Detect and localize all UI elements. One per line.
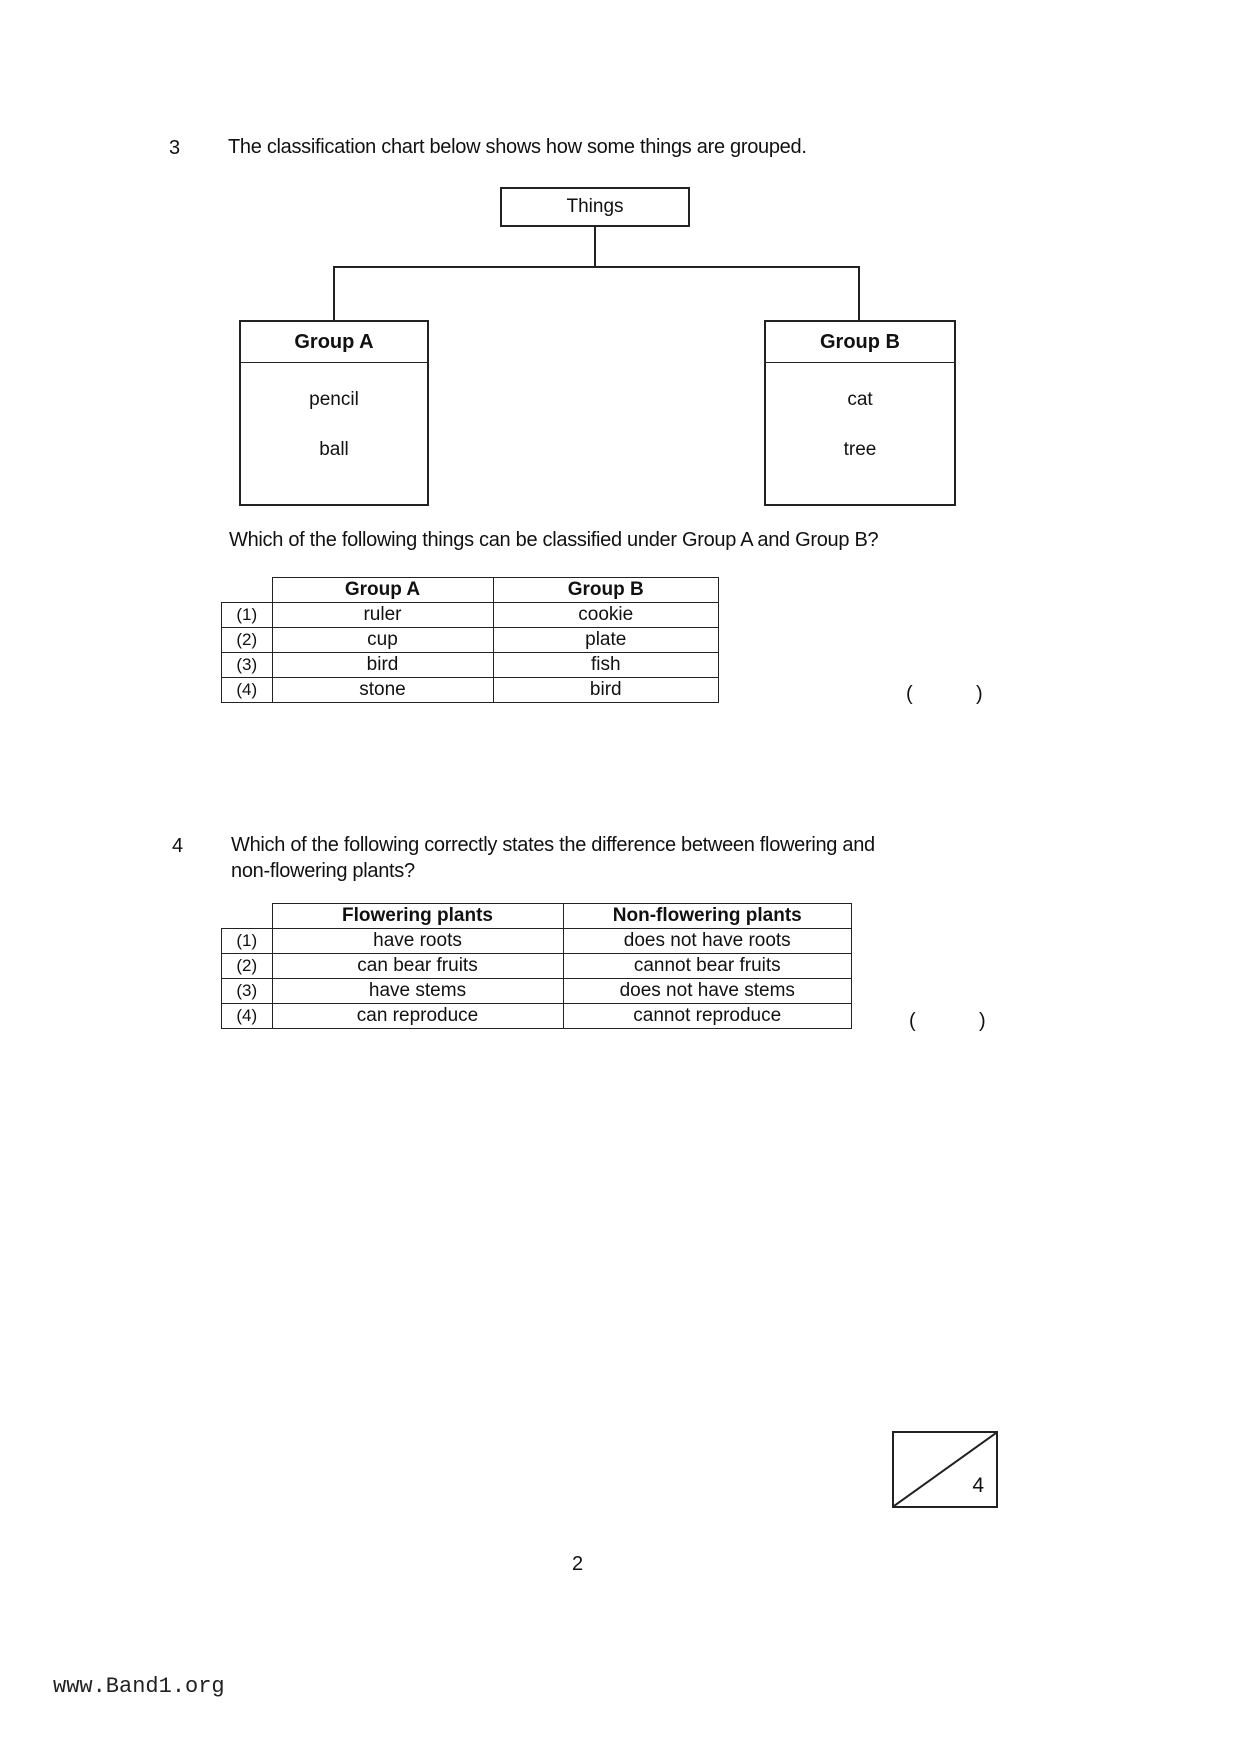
table-row (222, 653, 719, 678)
option-number: (3) (222, 979, 273, 1004)
cell-group-a: cup (272, 628, 493, 653)
table-corner (222, 578, 273, 603)
cell-group-b: cookie (493, 603, 719, 628)
cell-non-flowering: cannot reproduce (563, 1004, 852, 1029)
column-header: Group A (272, 578, 493, 603)
q3-answer-bracket-open: ( (906, 683, 913, 705)
q4-question-line1: Which of the following correctly states the difference between flowering and (231, 834, 875, 856)
q4-number: 4 (172, 835, 184, 857)
option-number: (1) (222, 929, 273, 954)
q4-answer-bracket-open: ( (909, 1010, 916, 1032)
cell-group-b: bird (493, 678, 719, 703)
option-number: (2) (222, 628, 273, 653)
option-number: (1) (222, 603, 273, 628)
q3-intro: The classification chart below shows how some things are grouped. (228, 136, 807, 158)
chart-connector-vertical (594, 227, 596, 267)
q4-answer-bracket-close: ) (979, 1010, 986, 1032)
table-row (222, 628, 719, 653)
cell-flowering: can reproduce (272, 1004, 563, 1029)
group-a-item: pencil (309, 389, 359, 410)
q3-options-table (221, 577, 719, 703)
option-number: (2) (222, 954, 273, 979)
table-header-row (222, 904, 852, 929)
column-header: Flowering plants (272, 904, 563, 929)
cell-group-a: ruler (272, 603, 493, 628)
cell-group-a: stone (272, 678, 493, 703)
marks-box (892, 1431, 998, 1508)
table-row (222, 979, 852, 1004)
page-number: 2 (572, 1553, 584, 1575)
q3-answer-bracket-close: ) (976, 683, 983, 705)
chart-root-box (500, 187, 690, 227)
chart-root-label: Things (566, 196, 624, 217)
table-header-row (222, 578, 719, 603)
table-corner (222, 904, 273, 929)
table-row (222, 1004, 852, 1029)
cell-flowering: have stems (272, 979, 563, 1004)
chart-connector-left (333, 266, 335, 321)
table-row (222, 954, 852, 979)
marks-total: 4 (972, 1474, 984, 1497)
q4-options-table (221, 903, 852, 1029)
cell-non-flowering: does not have stems (563, 979, 852, 1004)
cell-flowering: can bear fruits (272, 954, 563, 979)
q3-number: 3 (169, 137, 181, 159)
cell-group-b: plate (493, 628, 719, 653)
group-a-title: Group A (241, 322, 427, 363)
option-number: (4) (222, 678, 273, 703)
table-row (222, 929, 852, 954)
cell-group-b: fish (493, 653, 719, 678)
group-b-title: Group B (766, 322, 954, 363)
option-number: (3) (222, 653, 273, 678)
cell-flowering: have roots (272, 929, 563, 954)
cell-non-flowering: does not have roots (563, 929, 852, 954)
q4-answer-field[interactable] (921, 1010, 981, 1036)
q3-question: Which of the following things can be classified under Group A and Group B? (229, 529, 879, 551)
table-row (222, 603, 719, 628)
group-a-box (239, 320, 429, 506)
table-row (222, 678, 719, 703)
chart-connector-right (858, 266, 860, 321)
column-header: Non-flowering plants (563, 904, 852, 929)
q3-answer-field[interactable] (918, 683, 978, 709)
q4-question-line2: non-flowering plants? (231, 860, 415, 882)
group-b-item: tree (843, 439, 877, 460)
group-a-item: ball (319, 439, 349, 460)
group-b-item: cat (847, 389, 873, 410)
group-b-box (764, 320, 956, 506)
chart-connector-horizontal (333, 266, 860, 268)
footer-url[interactable]: www.Band1.org (53, 1674, 225, 1699)
cell-non-flowering: cannot bear fruits (563, 954, 852, 979)
cell-group-a: bird (272, 653, 493, 678)
column-header: Group B (493, 578, 719, 603)
option-number: (4) (222, 1004, 273, 1029)
